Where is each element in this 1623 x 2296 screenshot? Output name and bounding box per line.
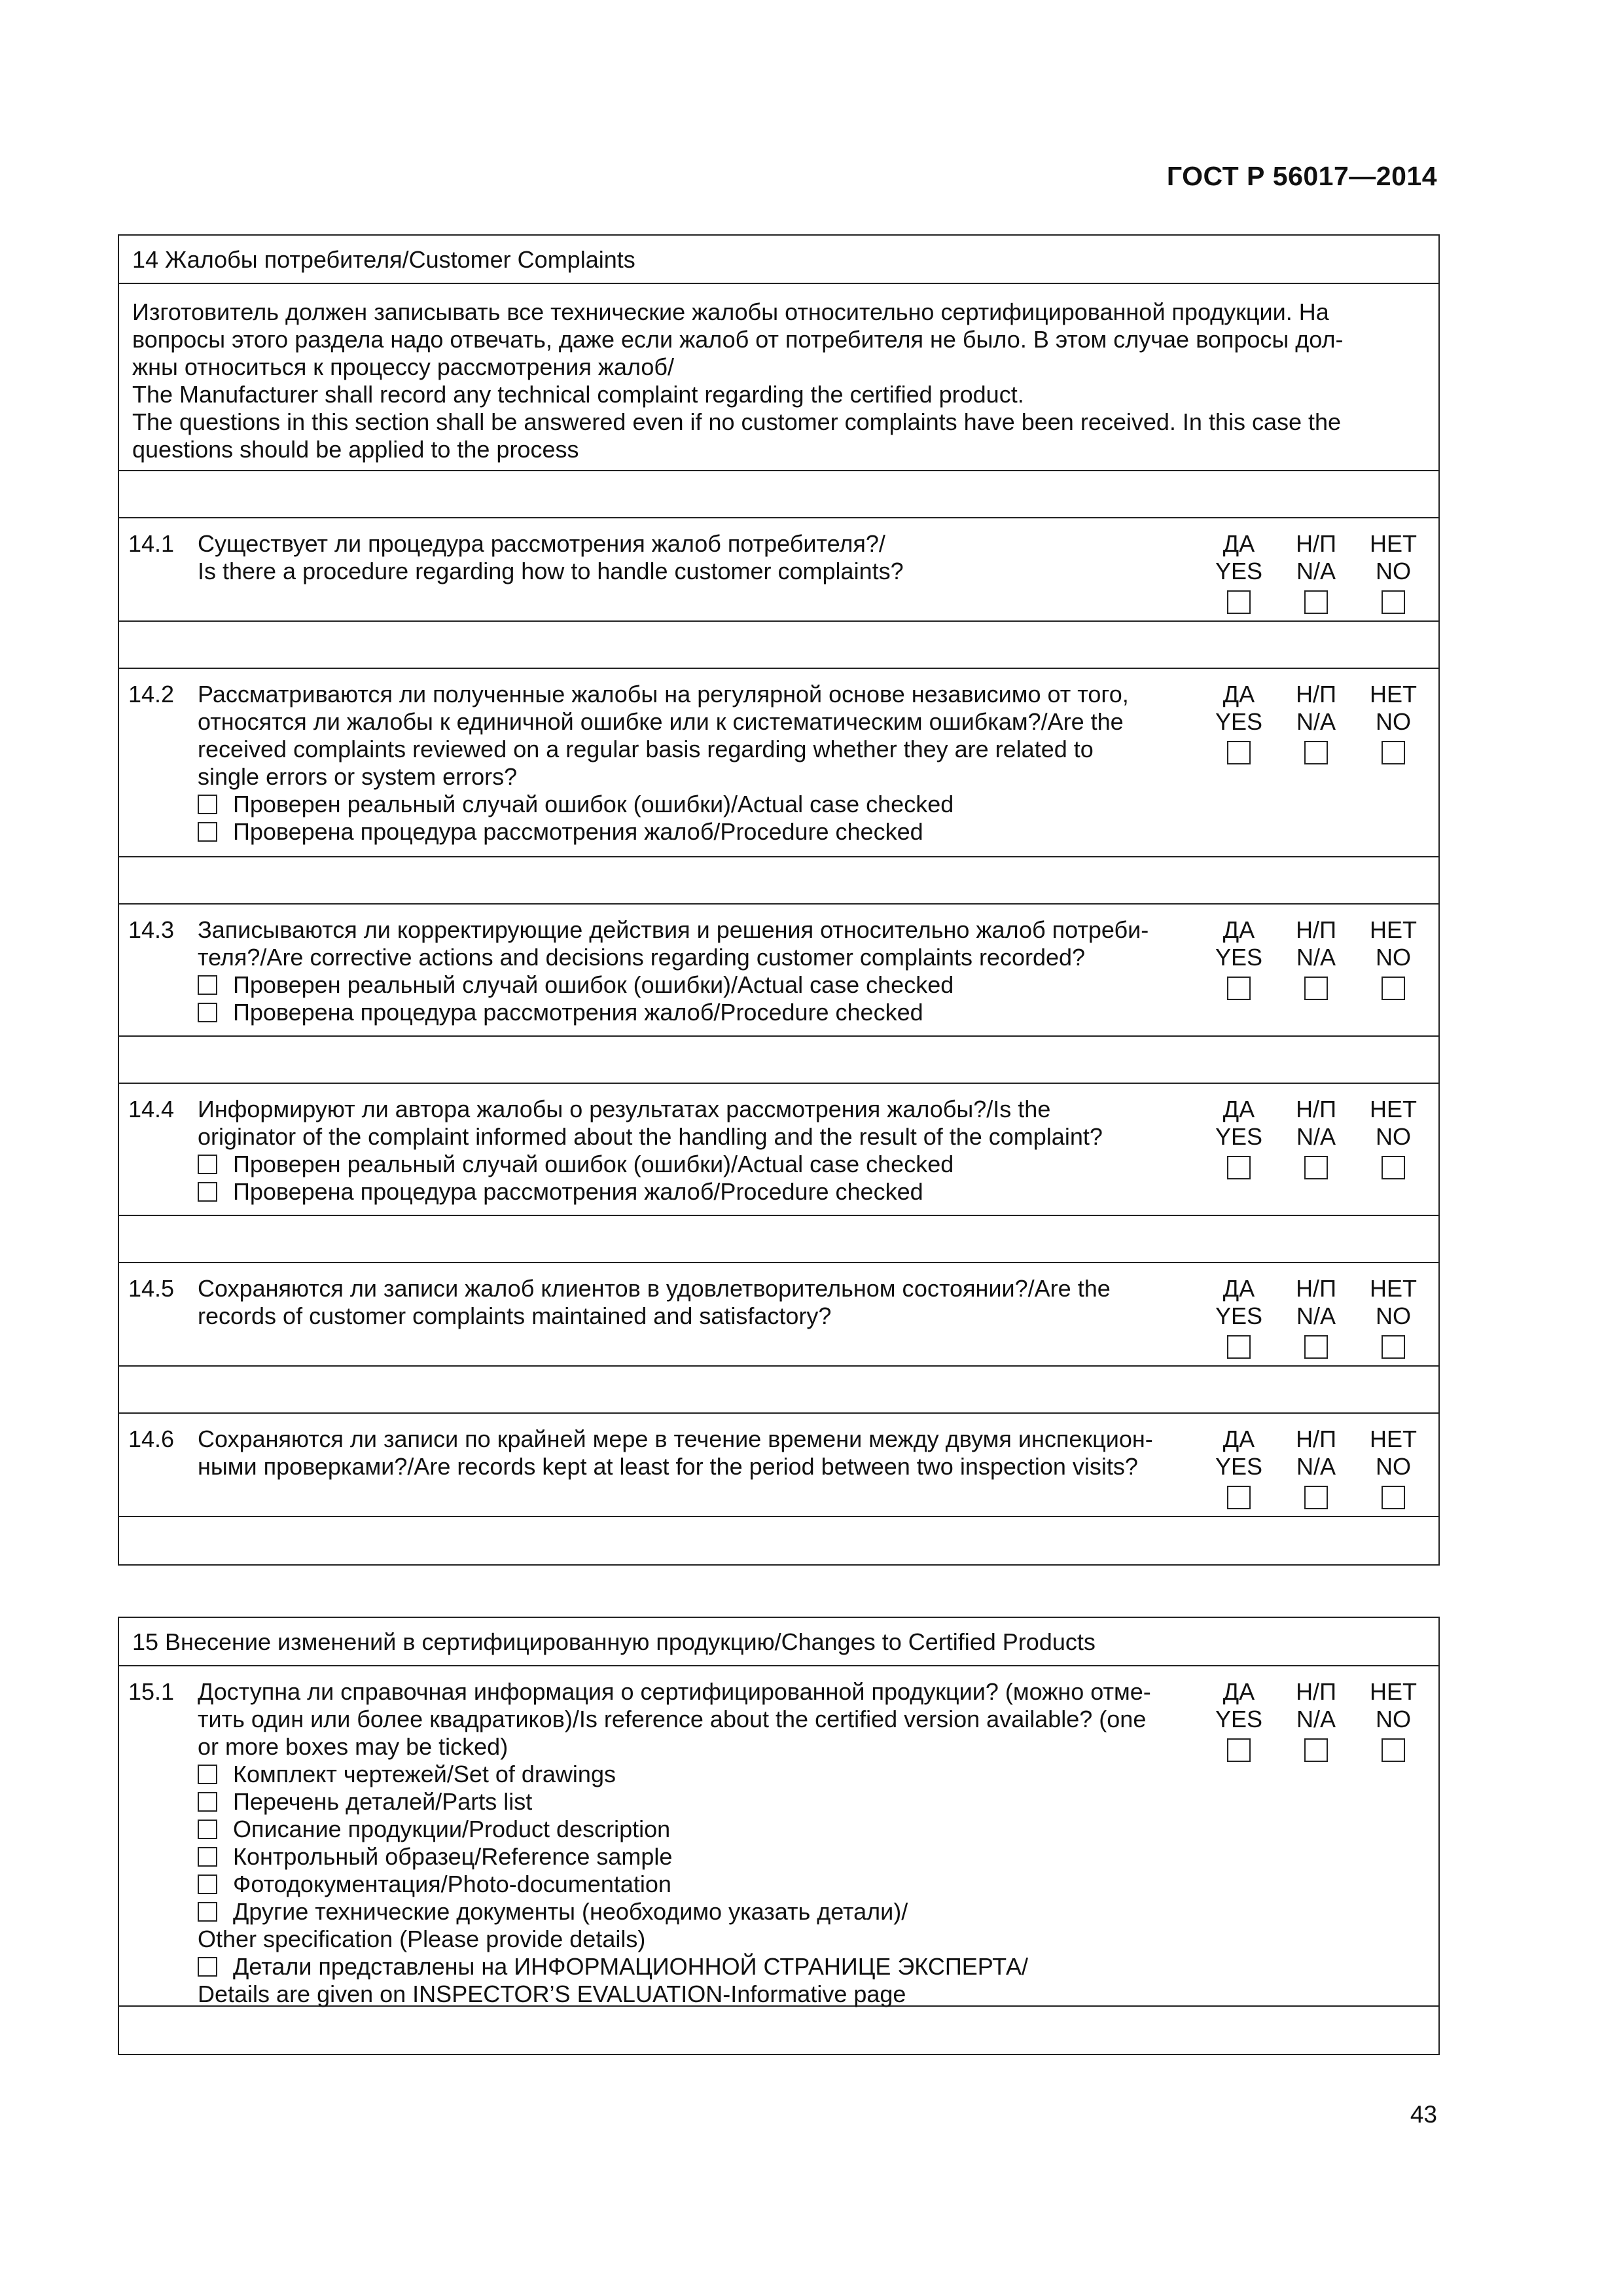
answer-yes (1208, 1678, 1270, 1762)
answer-na (1285, 1678, 1347, 1762)
question-number: 15.1 (128, 1678, 175, 1705)
option-checkbox[interactable] (198, 975, 217, 995)
option-checkbox[interactable] (198, 1182, 217, 1202)
na-checkbox[interactable] (1304, 1738, 1328, 1762)
option-label: Перечень деталей/Parts list (233, 1788, 533, 1815)
question-text (198, 1426, 1219, 1480)
option-label: Проверен реальный случай ошибок (ошибки)/Actual case checked (233, 971, 954, 998)
option-checkbox[interactable] (198, 1847, 217, 1867)
na-checkbox[interactable] (1304, 1335, 1328, 1359)
no-checkbox[interactable] (1382, 1486, 1405, 1509)
yes-label-en: YES (1215, 558, 1263, 584)
yes-label-ru: ДА (1222, 916, 1255, 943)
option-label: Проверена процедура рассмотрения жалоб/Procedure checked (233, 818, 923, 845)
check-option (198, 791, 1219, 818)
question-text (198, 1275, 1219, 1330)
question-line: records of customer complaints maintained and satisfactory? (198, 1302, 832, 1329)
check-option (198, 1898, 1219, 1926)
na-label-en: N/A (1296, 1123, 1336, 1150)
na-label-ru: Н/П (1296, 530, 1336, 557)
answer-no (1363, 916, 1424, 1000)
section-15-table (118, 1617, 1440, 2055)
question-line: Сохраняются ли записи по крайней мере в течение времени между двумя инспекцион- (198, 1426, 1153, 1452)
option-checkbox[interactable] (198, 1874, 217, 1894)
na-checkbox[interactable] (1304, 977, 1328, 1000)
question-number: 14.1 (128, 530, 175, 557)
option-label: Контрольный образец/Reference sample (233, 1843, 673, 1870)
option-label: Проверена процедура рассмотрения жалоб/Procedure checked (233, 999, 923, 1026)
check-option (198, 971, 1219, 999)
check-option (198, 1788, 1219, 1816)
section-14-title: 14 Жалобы потребителя/Customer Complaints (119, 236, 1438, 284)
option-checkbox[interactable] (198, 1820, 217, 1839)
check-option (198, 818, 1219, 846)
na-label-ru: Н/П (1296, 1426, 1336, 1452)
question-number: 14.6 (128, 1426, 175, 1452)
yes-checkbox[interactable] (1227, 1738, 1251, 1762)
na-label-en: N/A (1296, 558, 1336, 584)
answer-options (1208, 1426, 1424, 1509)
question-line: Сохраняются ли записи жалоб клиентов в удовлетворительном состоянии?/Are the (198, 1275, 1111, 1302)
question-line: originator of the complaint informed about the handling and the result of the complaint? (198, 1123, 1103, 1150)
option-label: Проверена процедура рассмотрения жалоб/Procedure checked (233, 1178, 923, 1205)
na-label-en: N/A (1296, 1706, 1336, 1732)
yes-label-ru: ДА (1222, 530, 1255, 557)
answer-no (1363, 681, 1424, 764)
no-checkbox[interactable] (1382, 590, 1405, 614)
answer-options (1208, 1678, 1424, 1762)
blank-row (119, 622, 1438, 669)
intro-line: Изготовитель должен записывать все технические жалобы относительно сертифицированной продукции. На (132, 298, 1329, 325)
no-label-en: NO (1376, 708, 1411, 735)
yes-label-ru: ДА (1222, 681, 1255, 708)
answer-no (1363, 1678, 1424, 1762)
answer-yes (1208, 1275, 1270, 1359)
no-label-ru: НЕТ (1370, 1096, 1417, 1122)
option-label: Проверен реальный случай ошибок (ошибки)/Actual case checked (233, 1151, 954, 1177)
no-label-en: NO (1376, 558, 1411, 584)
no-label-ru: НЕТ (1370, 681, 1417, 708)
no-checkbox[interactable] (1382, 741, 1405, 764)
answer-na (1285, 530, 1347, 614)
blank-row (119, 1216, 1438, 1263)
question-number: 14.2 (128, 681, 175, 708)
question-text (198, 1096, 1219, 1206)
question-line: относятся ли жалобы к единичной ошибке или к систематическим ошибкам?/Are the (198, 708, 1124, 735)
no-label-en: NO (1376, 1123, 1411, 1150)
question-14-1 (119, 518, 1438, 622)
yes-checkbox[interactable] (1227, 590, 1251, 614)
answer-na (1285, 916, 1347, 1000)
check-option (198, 1151, 1219, 1178)
intro-line: жны относиться к процессу рассмотрения жалоб/ (132, 353, 675, 380)
no-label-ru: НЕТ (1370, 530, 1417, 557)
document-number: ГОСТ Р 56017—2014 (1166, 161, 1437, 191)
na-checkbox[interactable] (1304, 741, 1328, 764)
yes-label-en: YES (1215, 944, 1263, 971)
na-label-en: N/A (1296, 1302, 1336, 1329)
blank-row (119, 471, 1438, 518)
no-checkbox[interactable] (1382, 977, 1405, 1000)
question-text (198, 530, 1219, 585)
check-option (198, 1761, 1219, 1788)
page-number: 43 (1410, 2101, 1437, 2128)
answer-no (1363, 1275, 1424, 1359)
no-label-ru: НЕТ (1370, 1426, 1417, 1452)
yes-label-en: YES (1215, 1302, 1263, 1329)
yes-label-en: YES (1215, 1123, 1263, 1150)
answer-no (1363, 1426, 1424, 1509)
answer-options (1208, 530, 1424, 614)
option-checkbox[interactable] (198, 1957, 217, 1977)
blank-row (119, 1517, 1438, 1564)
yes-label-en: YES (1215, 1706, 1263, 1732)
na-label-ru: Н/П (1296, 916, 1336, 943)
answer-no (1363, 530, 1424, 614)
yes-checkbox[interactable] (1227, 1486, 1251, 1509)
question-line: ными проверками?/Are records kept at least for the period between two inspection visits? (198, 1453, 1138, 1480)
check-option (198, 1816, 1219, 1843)
answer-options (1208, 1275, 1424, 1359)
question-15-1 (119, 1666, 1438, 2007)
na-label-ru: Н/П (1296, 681, 1336, 708)
option-label: Проверен реальный случай ошибок (ошибки)/Actual case checked (233, 791, 954, 817)
na-label-ru: Н/П (1296, 1275, 1336, 1302)
answer-yes (1208, 916, 1270, 1000)
check-option (198, 1178, 1219, 1206)
no-label-en: NO (1376, 1706, 1411, 1732)
no-label-ru: НЕТ (1370, 1678, 1417, 1705)
yes-label-ru: ДА (1222, 1678, 1255, 1705)
yes-label-ru: ДА (1222, 1426, 1255, 1452)
blank-row (119, 1037, 1438, 1084)
question-14-6 (119, 1414, 1438, 1517)
answer-options (1208, 681, 1424, 764)
section-15-title: 15 Внесение изменений в сертифицированную продукцию/Changes to Certified Products (119, 1618, 1438, 1666)
blank-row (119, 857, 1438, 905)
question-line: received complaints reviewed on a regular basis regarding whether they are related to (198, 736, 1094, 762)
question-number: 14.4 (128, 1096, 175, 1122)
no-checkbox[interactable] (1382, 1335, 1405, 1359)
no-label-en: NO (1376, 1302, 1411, 1329)
question-text (198, 681, 1219, 846)
blank-row (119, 1367, 1438, 1414)
question-text (198, 916, 1219, 1026)
check-option (198, 1843, 1219, 1871)
question-14-4 (119, 1084, 1438, 1216)
question-line: тить один или более квадратиков)/Is reference about the certified version available? (one (198, 1706, 1147, 1732)
answer-no (1363, 1096, 1424, 1179)
option-label: Другие технические документы (необходимо указать детали)/ (233, 1898, 908, 1925)
yes-label-ru: ДА (1222, 1275, 1255, 1302)
na-checkbox[interactable] (1304, 1156, 1328, 1179)
section-14-intro (119, 284, 1438, 471)
question-line: Other specification (Please provide details) (198, 1926, 646, 1952)
no-checkbox[interactable] (1382, 1156, 1405, 1179)
answer-na (1285, 681, 1347, 764)
question-text (198, 1678, 1219, 2008)
yes-checkbox[interactable] (1227, 1156, 1251, 1179)
no-label-ru: НЕТ (1370, 1275, 1417, 1302)
no-checkbox[interactable] (1382, 1738, 1405, 1762)
option-label: Фотодокументация/Photo-documentation (233, 1871, 671, 1897)
yes-label-ru: ДА (1222, 1096, 1255, 1122)
answer-na (1285, 1426, 1347, 1509)
check-option (198, 999, 1219, 1026)
option-checkbox[interactable] (198, 1902, 217, 1922)
option-checkbox[interactable] (198, 795, 217, 814)
question-line: Рассматриваются ли полученные жалобы на регулярной основе независимо от того, (198, 681, 1129, 708)
question-line: Информируют ли автора жалобы о результатах рассмотрения жалобы?/Is the (198, 1096, 1051, 1122)
na-label-ru: Н/П (1296, 1678, 1336, 1705)
no-label-ru: НЕТ (1370, 916, 1417, 943)
answer-options (1208, 916, 1424, 1000)
check-option (198, 1953, 1219, 1981)
answer-options (1208, 1096, 1424, 1179)
intro-line: questions should be applied to the process (132, 436, 579, 463)
yes-label-en: YES (1215, 708, 1263, 735)
question-line: Доступна ли справочная информация о сертифицированной продукции? (можно отме- (198, 1678, 1151, 1705)
option-label: Комплект чертежей/Set of drawings (233, 1761, 616, 1787)
question-line: or more boxes may be ticked) (198, 1733, 508, 1760)
question-14-3 (119, 905, 1438, 1037)
option-label: Описание продукции/Product description (233, 1816, 671, 1842)
na-checkbox[interactable] (1304, 1486, 1328, 1509)
yes-checkbox[interactable] (1227, 977, 1251, 1000)
question-line: Записываются ли корректирующие действия и решения относительно жалоб потреби- (198, 916, 1149, 943)
no-label-en: NO (1376, 944, 1411, 971)
answer-yes (1208, 1426, 1270, 1509)
question-line: Существует ли процедура рассмотрения жалоб потребителя?/ (198, 530, 885, 557)
option-checkbox[interactable] (198, 822, 217, 842)
na-label-en: N/A (1296, 944, 1336, 971)
answer-yes (1208, 1096, 1270, 1179)
na-label-en: N/A (1296, 708, 1336, 735)
answer-yes (1208, 681, 1270, 764)
no-label-en: NO (1376, 1453, 1411, 1480)
question-14-2 (119, 669, 1438, 857)
yes-label-en: YES (1215, 1453, 1263, 1480)
option-checkbox[interactable] (198, 1792, 217, 1812)
option-checkbox[interactable] (198, 1765, 217, 1784)
intro-line: вопросы этого раздела надо отвечать, даже если жалоб от потребителя не было. В этом случае вопросы дол- (132, 326, 1344, 353)
question-number: 14.5 (128, 1275, 175, 1302)
option-label: Детали представлены на ИНФОРМАЦИОННОЙ СТРАНИЦЕ ЭКСПЕРТА/ (233, 1953, 1028, 1980)
option-checkbox[interactable] (198, 1155, 217, 1174)
question-line: single errors or system errors? (198, 763, 518, 790)
intro-line: The Manufacturer shall record any technical complaint regarding the certified product. (132, 381, 1024, 408)
blank-row (119, 2007, 1438, 2054)
na-label-en: N/A (1296, 1453, 1336, 1480)
na-label-ru: Н/П (1296, 1096, 1336, 1122)
question-line: Is there a procedure regarding how to handle customer complaints? (198, 558, 904, 584)
check-option (198, 1871, 1219, 1898)
question-line: теля?/Are corrective actions and decisions regarding customer complaints recorded? (198, 944, 1086, 971)
na-checkbox[interactable] (1304, 590, 1328, 614)
answer-na (1285, 1096, 1347, 1179)
yes-checkbox[interactable] (1227, 741, 1251, 764)
section-14-table (118, 234, 1440, 1566)
answer-na (1285, 1275, 1347, 1359)
intro-line: The questions in this section shall be answered even if no customer complaints have been received. In this case the (132, 408, 1342, 435)
answer-yes (1208, 530, 1270, 614)
question-number: 14.3 (128, 916, 175, 943)
question-14-5 (119, 1263, 1438, 1367)
question-line: Details are given on INSPECTOR’S EVALUATION-Informative page (198, 1981, 906, 2007)
option-checkbox[interactable] (198, 1003, 217, 1022)
yes-checkbox[interactable] (1227, 1335, 1251, 1359)
